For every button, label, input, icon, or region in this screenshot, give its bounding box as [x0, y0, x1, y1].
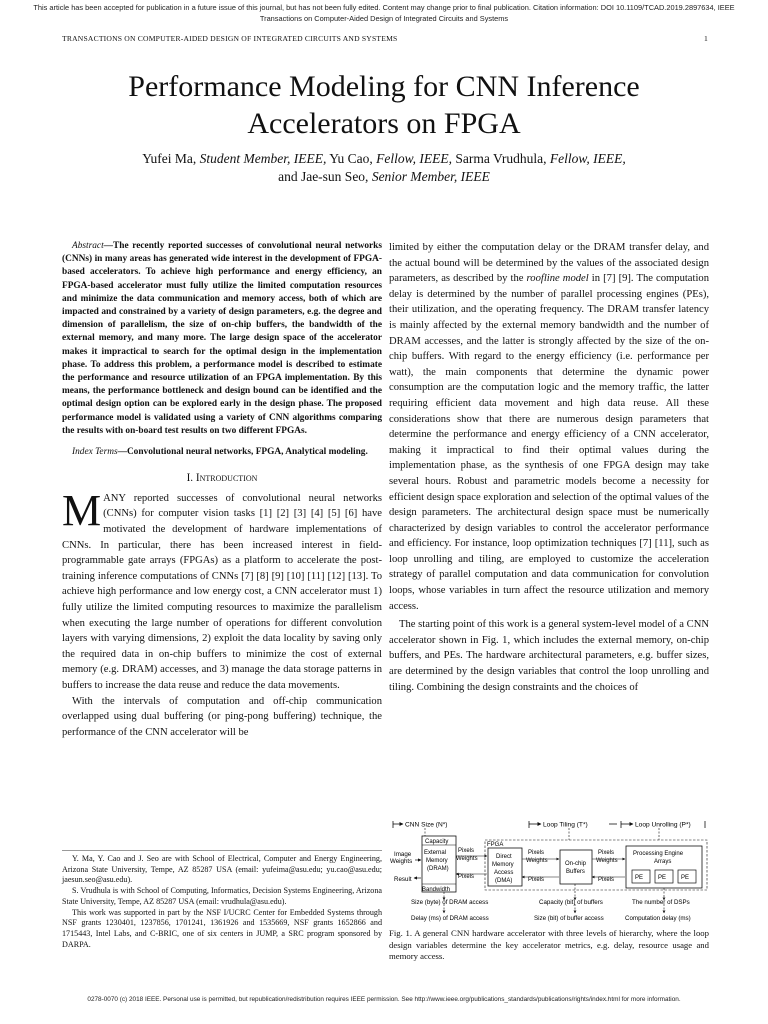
- right-paragraph-2: The starting point of this work is a general system-level model of a CNN accelerator shown in Fig. 1, which includes the external memory, on-chip buffers, and PEs. The hardware architectural parameters, e.g. buffer sizes, are determined by the design variables that control the loop unrolling and tiling. Combining the design constraints and the choices of: [389, 619, 709, 693]
- metric-computation-delay: Computation delay (ms): [625, 915, 691, 922]
- result-label: Result: [394, 876, 412, 883]
- pixels-label: Pixels: [528, 850, 545, 856]
- metric-buffer-capacity: Capacity (bit) of buffers: [539, 899, 603, 906]
- title-line-1: Performance Modeling for CNN Inference: [128, 70, 640, 103]
- author-role: Senior Member, IEEE: [371, 169, 490, 184]
- section-heading-introduction: I. Introduction: [186, 472, 258, 485]
- intro-paragraph-1: [62, 485, 382, 694]
- title-line-2: Accelerators on FPGA: [247, 107, 521, 140]
- weights-flow-label: Weights: [456, 856, 478, 862]
- notice-line-2: Transactions on Computer-Aided Design of Integrated Circuits and Systems: [259, 14, 509, 23]
- pe-label: PE: [681, 875, 690, 881]
- dma-label: (DMA): [495, 878, 513, 884]
- right-paragraph-1: [389, 240, 709, 614]
- onchip-buffers-label: On-chip: [565, 861, 587, 867]
- right-p1-text-a: limited by either the computation delay or the DRAM transfer delay, and the actual bound will be determined by the values of the associated design parameters, as described by the: [389, 242, 709, 285]
- footnote-affiliation-1: Y. Ma, Y. Cao and J. Seo are with School of Electrical, Computer and Energy Engineering, Arizona State University, Tempe, AZ 85287 USA (email: yufeima@asu.edu; yu.cao@asu.edu; jaesun.seo@asu.edu).: [62, 854, 382, 885]
- running-head: [62, 34, 708, 43]
- external-memory-label: Memory: [426, 858, 448, 864]
- author-name: Yu Cao,: [329, 151, 373, 166]
- pe-label: PE: [658, 875, 667, 881]
- bandwidth-label: Bandwidth: [422, 887, 451, 893]
- notice-line-1: This article has been accepted for publication in a future issue of this journal, but has not been fully edited. Content may change prior to final publication. Citation information: DOI 10.1109/TCAD.2019.2897634, IEEE: [33, 3, 735, 12]
- fpga-label: FPGA: [487, 842, 504, 848]
- weights-flow-label: Weights: [526, 858, 548, 864]
- pixels-label: Pixels: [598, 877, 615, 883]
- abstract-text: —The recently reported successes of convolutional neural networks (CNNs) in many areas has generated wide interest in the development of FPGA-based accelerators. To achieve high performance and energy efficiency, an FPGA-based accelerator must fully utilize the limited computation resources and minimize the data communication and memory access, both of which are impacted and constrained by a variety of design parameters, e.g. the degree and dimension of parallelism, the size of on-chip buffers, the bandwidth of the external memory, and many more. The large design space of the accelerator makes it impractical to search for the optimal design in the implementation phase. To address this problem, a performance model is described to estimate the performance and resource utilization of an FPGA implementation. By this means, the performance bottleneck and design bound can be identified and the optimal design option can be explored early in the design phase. The proposed performance model is validated using a variety of CNN algorithms comparing the results with on-board test results on two different FPGAs.: [62, 241, 382, 436]
- loop-tiling-label: Loop Tiling (T*): [543, 821, 588, 829]
- metric-dram-size: Size (byte) of DRAM access: [411, 899, 489, 906]
- author-name: Sarma Vrudhula,: [455, 151, 547, 166]
- footnotes: [62, 850, 382, 950]
- metric-buffer-access: Size (bit) of buffer access: [534, 915, 604, 922]
- cnn-size-label: CNN Size (N*): [405, 821, 448, 829]
- pixels-label: Pixels: [528, 877, 545, 883]
- journal-name: TRANSACTIONS ON COMPUTER-AIDED DESIGN OF INTEGRATED CIRCUITS AND SYSTEMS: [62, 34, 398, 43]
- external-memory-label: (DRAM): [427, 866, 449, 872]
- pe-arrays-label: Processing Engine: [633, 851, 684, 857]
- index-terms: [62, 446, 382, 459]
- onchip-buffers-label: Buffers: [566, 869, 585, 875]
- pixels-label: Pixels: [458, 874, 475, 880]
- pe-label: PE: [635, 875, 644, 881]
- right-column: [389, 240, 709, 695]
- author-role: Student Member, IEEE,: [199, 151, 327, 166]
- author-list: [0, 150, 768, 186]
- metric-dsp-count: The number of DSPs: [632, 899, 690, 906]
- author-name: and Jae-sun Seo,: [278, 169, 369, 184]
- pe-arrays-label: Arrays: [654, 859, 672, 865]
- dma-label: Direct: [496, 854, 512, 860]
- left-column: [62, 240, 382, 740]
- weights-label: Weights: [390, 858, 413, 865]
- dma-label: Memory: [492, 862, 514, 868]
- capacity-label: Capacity: [425, 839, 449, 845]
- publication-notice: [0, 2, 768, 24]
- external-memory-label: External: [424, 850, 447, 856]
- index-terms-label: Index Terms: [72, 447, 118, 458]
- author-name: Yufei Ma,: [142, 151, 197, 166]
- accelerator-diagram: [389, 816, 709, 930]
- pixels-label: Pixels: [458, 848, 475, 854]
- page-number: 1: [704, 34, 708, 43]
- loop-unrolling-label: Loop Unrolling (P*): [635, 821, 691, 829]
- copyright-notice: 0278-0070 (c) 2018 IEEE. Personal use is permitted, but republication/redistribution requires IEEE permission. See http://www.ieee.org/publications_standards/publications/rights/index.html for more information.: [87, 996, 681, 1003]
- index-terms-text: —Convolutional neural networks, FPGA, Analytical modeling.: [117, 447, 368, 458]
- author-role: Fellow, IEEE,: [549, 151, 626, 166]
- intro-paragraph-2: With the intervals of computation and off-chip communication overlapped using dual buffering (or ping-pong buffering) technique, the performance of the CNN accelerator will be: [62, 695, 382, 738]
- pixels-label: Pixels: [598, 850, 615, 856]
- figure-caption: Fig. 1. A general CNN hardware accelerator with three levels of hierarchy, where the loop design variables determine the key accelerator metrics, e.g. delay, resource usage and memory access.: [389, 928, 709, 961]
- author-role: Fellow, IEEE,: [376, 151, 452, 166]
- footnote-affiliation-2: S. Vrudhula is with School of Computing, Informatics, Decision Systems Engineering, Arizona State University, Tempe, AZ 85287 USA (email: vrudhula@asu.edu).: [62, 886, 382, 906]
- weights-flow-label: Weights: [596, 858, 618, 864]
- dma-label: Access: [494, 870, 514, 876]
- onchip-buffers-box: [560, 850, 592, 884]
- metric-dram-delay: Delay (ms) of DRAM access: [411, 915, 489, 922]
- image-label: Image: [394, 851, 412, 858]
- footnote-funding: This work was supported in part by the NSF I/UCRC Center for Embedded Systems through NSF grants 1230401, 1237856, 1701241, 1361926 and 1535669, NSF grants 1652866 and 1715443, Intel Labs, and C-BRIC, one of six centers in JUMP, a SRC program sponsored by DARPA.: [62, 907, 382, 949]
- figure-1: [389, 816, 709, 930]
- right-p1-text-b: in [7] [9]. The computation delay is determined by the number of parallel processing engines (PEs), their utilization, and the operating frequency. The DRAM transfer latency is mainly affected by the external memory bandwidth and the number of DRAM accesses, and the latter is strongly affected by the size of the on-chip buffers. With regard to the energy efficiency (i.e. performance per watt), the main components that determine the dynamic power consumption are the computation logic and the memory traffic, the latter requiring efficient data movement and high data reuse. All these considerations show that there are numerous design parameters that determine the performance and energy efficiency of a CNN accelerator, making it impractical to find their optimal values during the implementation phase, as the synthesis of one FPGA design may take several hours. Robust and parametric models become a necessity for efficient design space exploration and selection of the optimal values of the design parameters. The architectural design space must be numerically characterized by design variables to control the accelerator performance and efficiency. For instance, loop optimization techniques [7] [11], such as loop unrolling and tiling, are employed to customize the acceleration strategy of parallel computation and data communication for convolution loops, whose variables in turn affect the resource utilization and memory access.: [389, 273, 709, 612]
- intro-p1-text: ANY reported successes of convolutional neural networks (CNNs) for computer vision tasks [1] [2] [3] [4] [5] [6] have motivated the development of hardware implementations of CNNs. In particular, there has been increased interest in field-programmable gate arrays (FPGAs) as a platform to accelerate the post-training inference computations of CNNs [7] [8] [9] [10] [11] [12] [13]. To achieve high performance and low energy cost, a CNN accelerator must 1) fully utilize the limited computing resources to maximize the parallelism when executing the large number of operations for different convolution layers with varying dimensions, 2) exploit the data locality by saving only the required data in on-chip buffers to minimize the cost of external memory (e.g. DRAM) accesses, and 3) manage the data storage patterns in buffers to increase the data reuse and reduce the data movements.: [62, 492, 382, 691]
- roofline-model-term: roofline model: [526, 273, 589, 285]
- abstract: [62, 240, 382, 438]
- paper-title: [0, 68, 768, 142]
- drop-cap: M: [62, 485, 102, 535]
- abstract-label: Abstract: [72, 241, 104, 251]
